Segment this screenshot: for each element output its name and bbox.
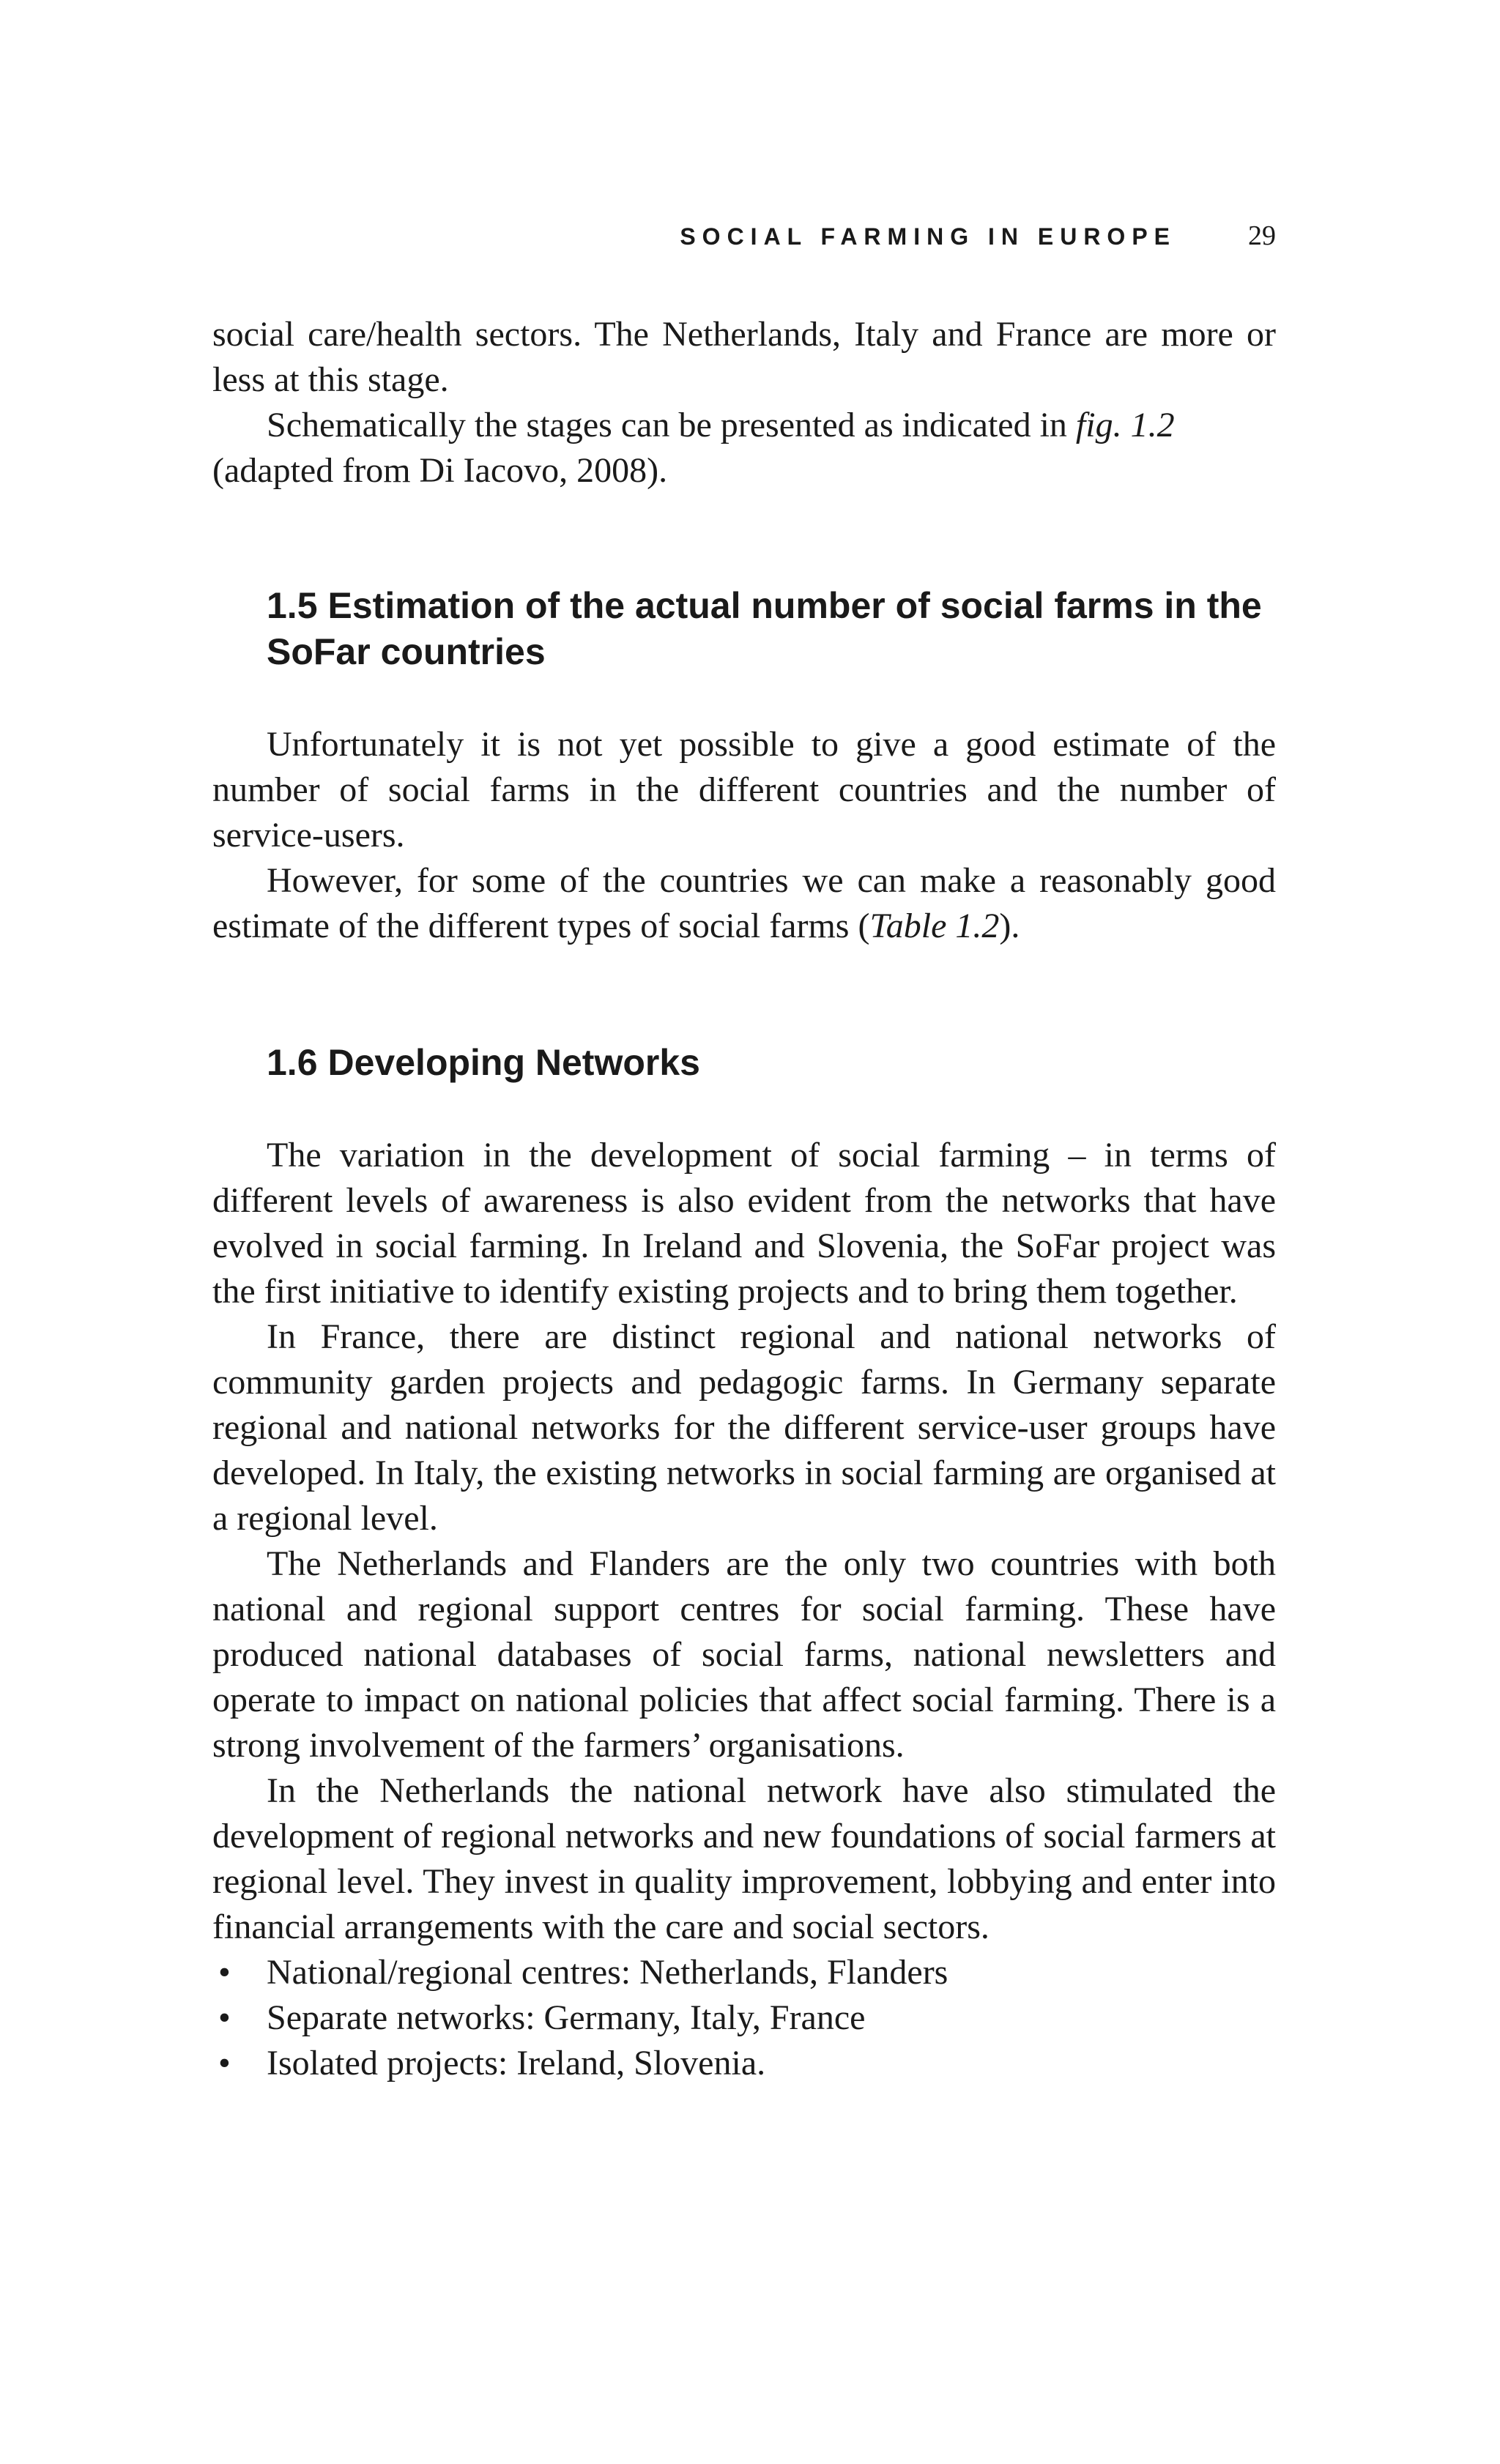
paragraph (212, 403, 1276, 494)
section-heading (212, 1040, 1276, 1086)
list-item (212, 1995, 1276, 2041)
running-header (212, 220, 1276, 259)
list-item (212, 1950, 1276, 1995)
paragraph: In the Netherlands the national network have also stimulated the development of regional networks and new foundations of social farmers at regional level. They invest in quality improvement, lobbying and enter into financial arrangements with the care and social sectors. (212, 1771, 1276, 1946)
paragraph-text: However, for some of the countries we can make a reasonably good estimate of the different types of social farms ( (212, 861, 1276, 945)
table-reference: Table 1.2 (869, 907, 1000, 945)
page-body (212, 312, 1276, 2086)
section-number: 1.6 (267, 1042, 318, 1083)
paragraph-text: (adapted from Di Iacovo, 2008). (212, 451, 668, 490)
paragraph: Unfortunately it is not yet possible to give a good estimate of the number of social farms in the different countries and the number of service-users. (212, 725, 1276, 855)
paragraph (212, 858, 1276, 949)
paragraph-text: Schematically the stages can be presented as indicated in (267, 406, 1076, 444)
paragraph: In France, there are distinct regional and national networks of community garden projects and pedagogic farms. In Germany separate regional and national networks for the different service-user groups have developed. In Italy, the existing networks in social farming are organised at a regional level. (212, 1317, 1276, 1538)
running-title: SOCIAL FARMING IN EUROPE (680, 223, 1176, 250)
section-title: Estimation of the actual number of social farms in the SoFar countries (267, 585, 1262, 672)
page-number: 29 (1248, 220, 1276, 251)
bullet-icon: • (218, 2044, 231, 2083)
section-heading (212, 583, 1276, 675)
paragraph: social care/health sectors. The Netherlands, Italy and France are more or less at this stage. (212, 315, 1276, 399)
list-item-text: Separate networks: Germany, Italy, France (267, 1998, 866, 2037)
bullet-list (212, 1950, 1276, 2086)
list-item (212, 2041, 1276, 2086)
paragraph-text: ). (999, 907, 1020, 945)
bullet-icon: • (218, 1953, 231, 1992)
bullet-icon: • (218, 1998, 231, 2037)
list-item-text: National/regional centres: Netherlands, Flanders (267, 1953, 948, 1992)
list-item-text: Isolated projects: Ireland, Slovenia. (267, 2044, 766, 2083)
section-number: 1.5 (267, 585, 318, 626)
figure-reference: fig. 1.2 (1075, 406, 1175, 444)
section-title: Developing Networks (327, 1042, 700, 1083)
paragraph: The Netherlands and Flanders are the only two countries with both national and regional support centres for social farming. These have produced national databases of social farms, national newsletters and operate to impact on national policies that affect social farming. There is a strong involvement of the farmers’ organisations. (212, 1544, 1276, 1765)
paragraph: The variation in the development of social farming – in terms of different levels of awareness is also evident from the networks that have evolved in social farming. In Ireland and Slovenia, the SoFar project was the first initiative to identify existing projects and to bring them together. (212, 1136, 1276, 1311)
